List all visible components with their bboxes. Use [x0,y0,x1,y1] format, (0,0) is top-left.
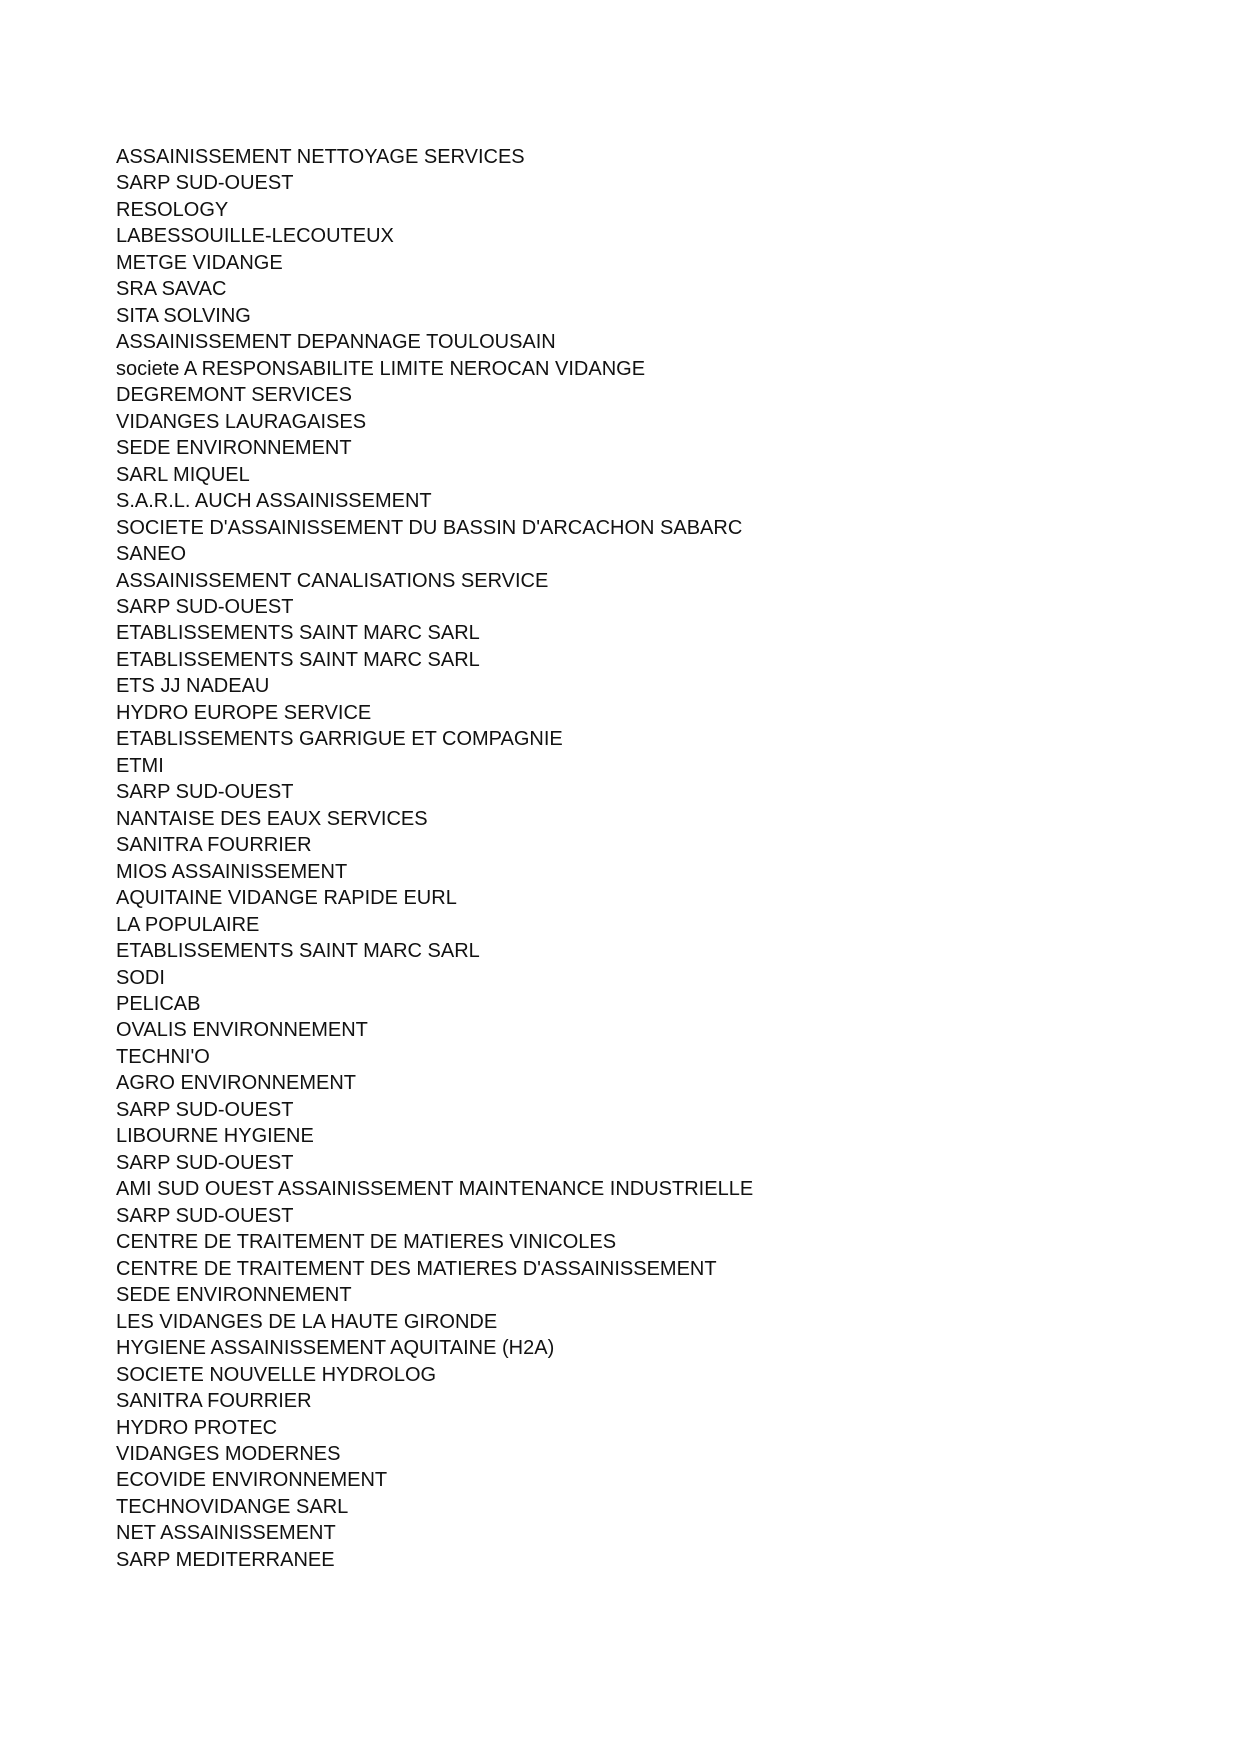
list-item: TECHNI'O [116,1045,210,1068]
list-item: VIDANGES MODERNES [116,1442,341,1465]
list-item: VIDANGES LAURAGAISES [116,410,367,433]
list-item: METGE VIDANGE [116,251,283,274]
list-item: SARP SUD-OUEST [116,1151,294,1174]
list-item: ETABLISSEMENTS SAINT MARC SARL [116,648,480,671]
list-item: SEDE ENVIRONNEMENT [116,437,352,460]
list-item: HYDRO PROTEC [116,1416,278,1439]
list-item: SRA SAVAC [116,278,227,301]
list-item: SARP SUD-OUEST [116,781,294,804]
list-item: LIBOURNE HYGIENE [116,1125,314,1148]
list-item: ETS JJ NADEAU [116,675,270,698]
list-item: SOCIETE NOUVELLE HYDROLOG [116,1363,437,1386]
list-item: ETABLISSEMENTS GARRIGUE ET COMPAGNIE [116,728,563,751]
list-item: SARP SUD-OUEST [116,595,294,618]
list-item: CENTRE DE TRAITEMENT DE MATIERES VINICOLES [116,1231,617,1254]
list-item: AGRO ENVIRONNEMENT [116,1072,357,1095]
list-item: NANTAISE DES EAUX SERVICES [116,807,428,830]
list-item: ETABLISSEMENTS SAINT MARC SARL [116,622,480,645]
list-item: LA POPULAIRE [116,913,260,936]
list-item: CENTRE DE TRAITEMENT DES MATIERES D'ASSAINISSEMENT [116,1257,717,1280]
list-item: OVALIS ENVIRONNEMENT [116,1019,368,1042]
list-item: SARP SUD-OUEST [116,172,294,195]
list-item: SARL MIQUEL [116,463,250,486]
list-item: ASSAINISSEMENT NETTOYAGE SERVICES [116,146,525,168]
list-item: SITA SOLVING [116,304,251,327]
list-item: ETABLISSEMENTS SAINT MARC SARL [116,940,480,963]
list-item: HYGIENE ASSAINISSEMENT AQUITAINE (H2A) [116,1337,555,1360]
list-item: MIOS ASSAINISSEMENT [116,860,348,883]
list-item: LES VIDANGES DE LA HAUTE GIRONDE [116,1310,498,1333]
list-item: ECOVIDE ENVIRONNEMENT [116,1469,388,1492]
list-item: NET ASSAINISSEMENT [116,1522,336,1545]
list-item: ASSAINISSEMENT CANALISATIONS SERVICE [116,569,549,592]
list-item: SEDE ENVIRONNEMENT [116,1284,352,1307]
list-item: SARP SUD-OUEST [116,1204,294,1227]
list-item: AMI SUD OUEST ASSAINISSEMENT MAINTENANCE INDUSTRIELLE [116,1178,754,1201]
list-item: PELICAB [116,993,201,1015]
list-item: AQUITAINE VIDANGE RAPIDE EURL [116,887,457,910]
list-item: DEGREMONT SERVICES [116,384,352,407]
list-item: SARP MEDITERRANEE [116,1548,335,1571]
list-item: SANITRA FOURRIER [116,1390,312,1413]
list-item: LABESSOUILLE-LECOUTEUX [116,225,394,248]
list-item: SODI [116,966,165,989]
list-item: TECHNOVIDANGE SARL [116,1495,349,1518]
list-item: SOCIETE D'ASSAINISSEMENT DU BASSIN D'ARCACHON SABARC [116,516,743,539]
list-item: societe A RESPONSABILITE LIMITE NEROCAN VIDANGE [116,357,646,380]
list-item: RESOLOGY [116,198,229,221]
list-item: S.A.R.L. AUCH ASSAINISSEMENT [116,490,432,513]
list-item: SANITRA FOURRIER [116,834,312,857]
list-item: SARP SUD-OUEST [116,1098,294,1121]
list-item: ASSAINISSEMENT DEPANNAGE TOULOUSAIN [116,331,556,354]
list-item: SANEO [116,543,187,566]
company-list [116,144,753,1573]
list-item: ETMI [116,754,164,777]
list-item: HYDRO EUROPE SERVICE [116,701,372,724]
